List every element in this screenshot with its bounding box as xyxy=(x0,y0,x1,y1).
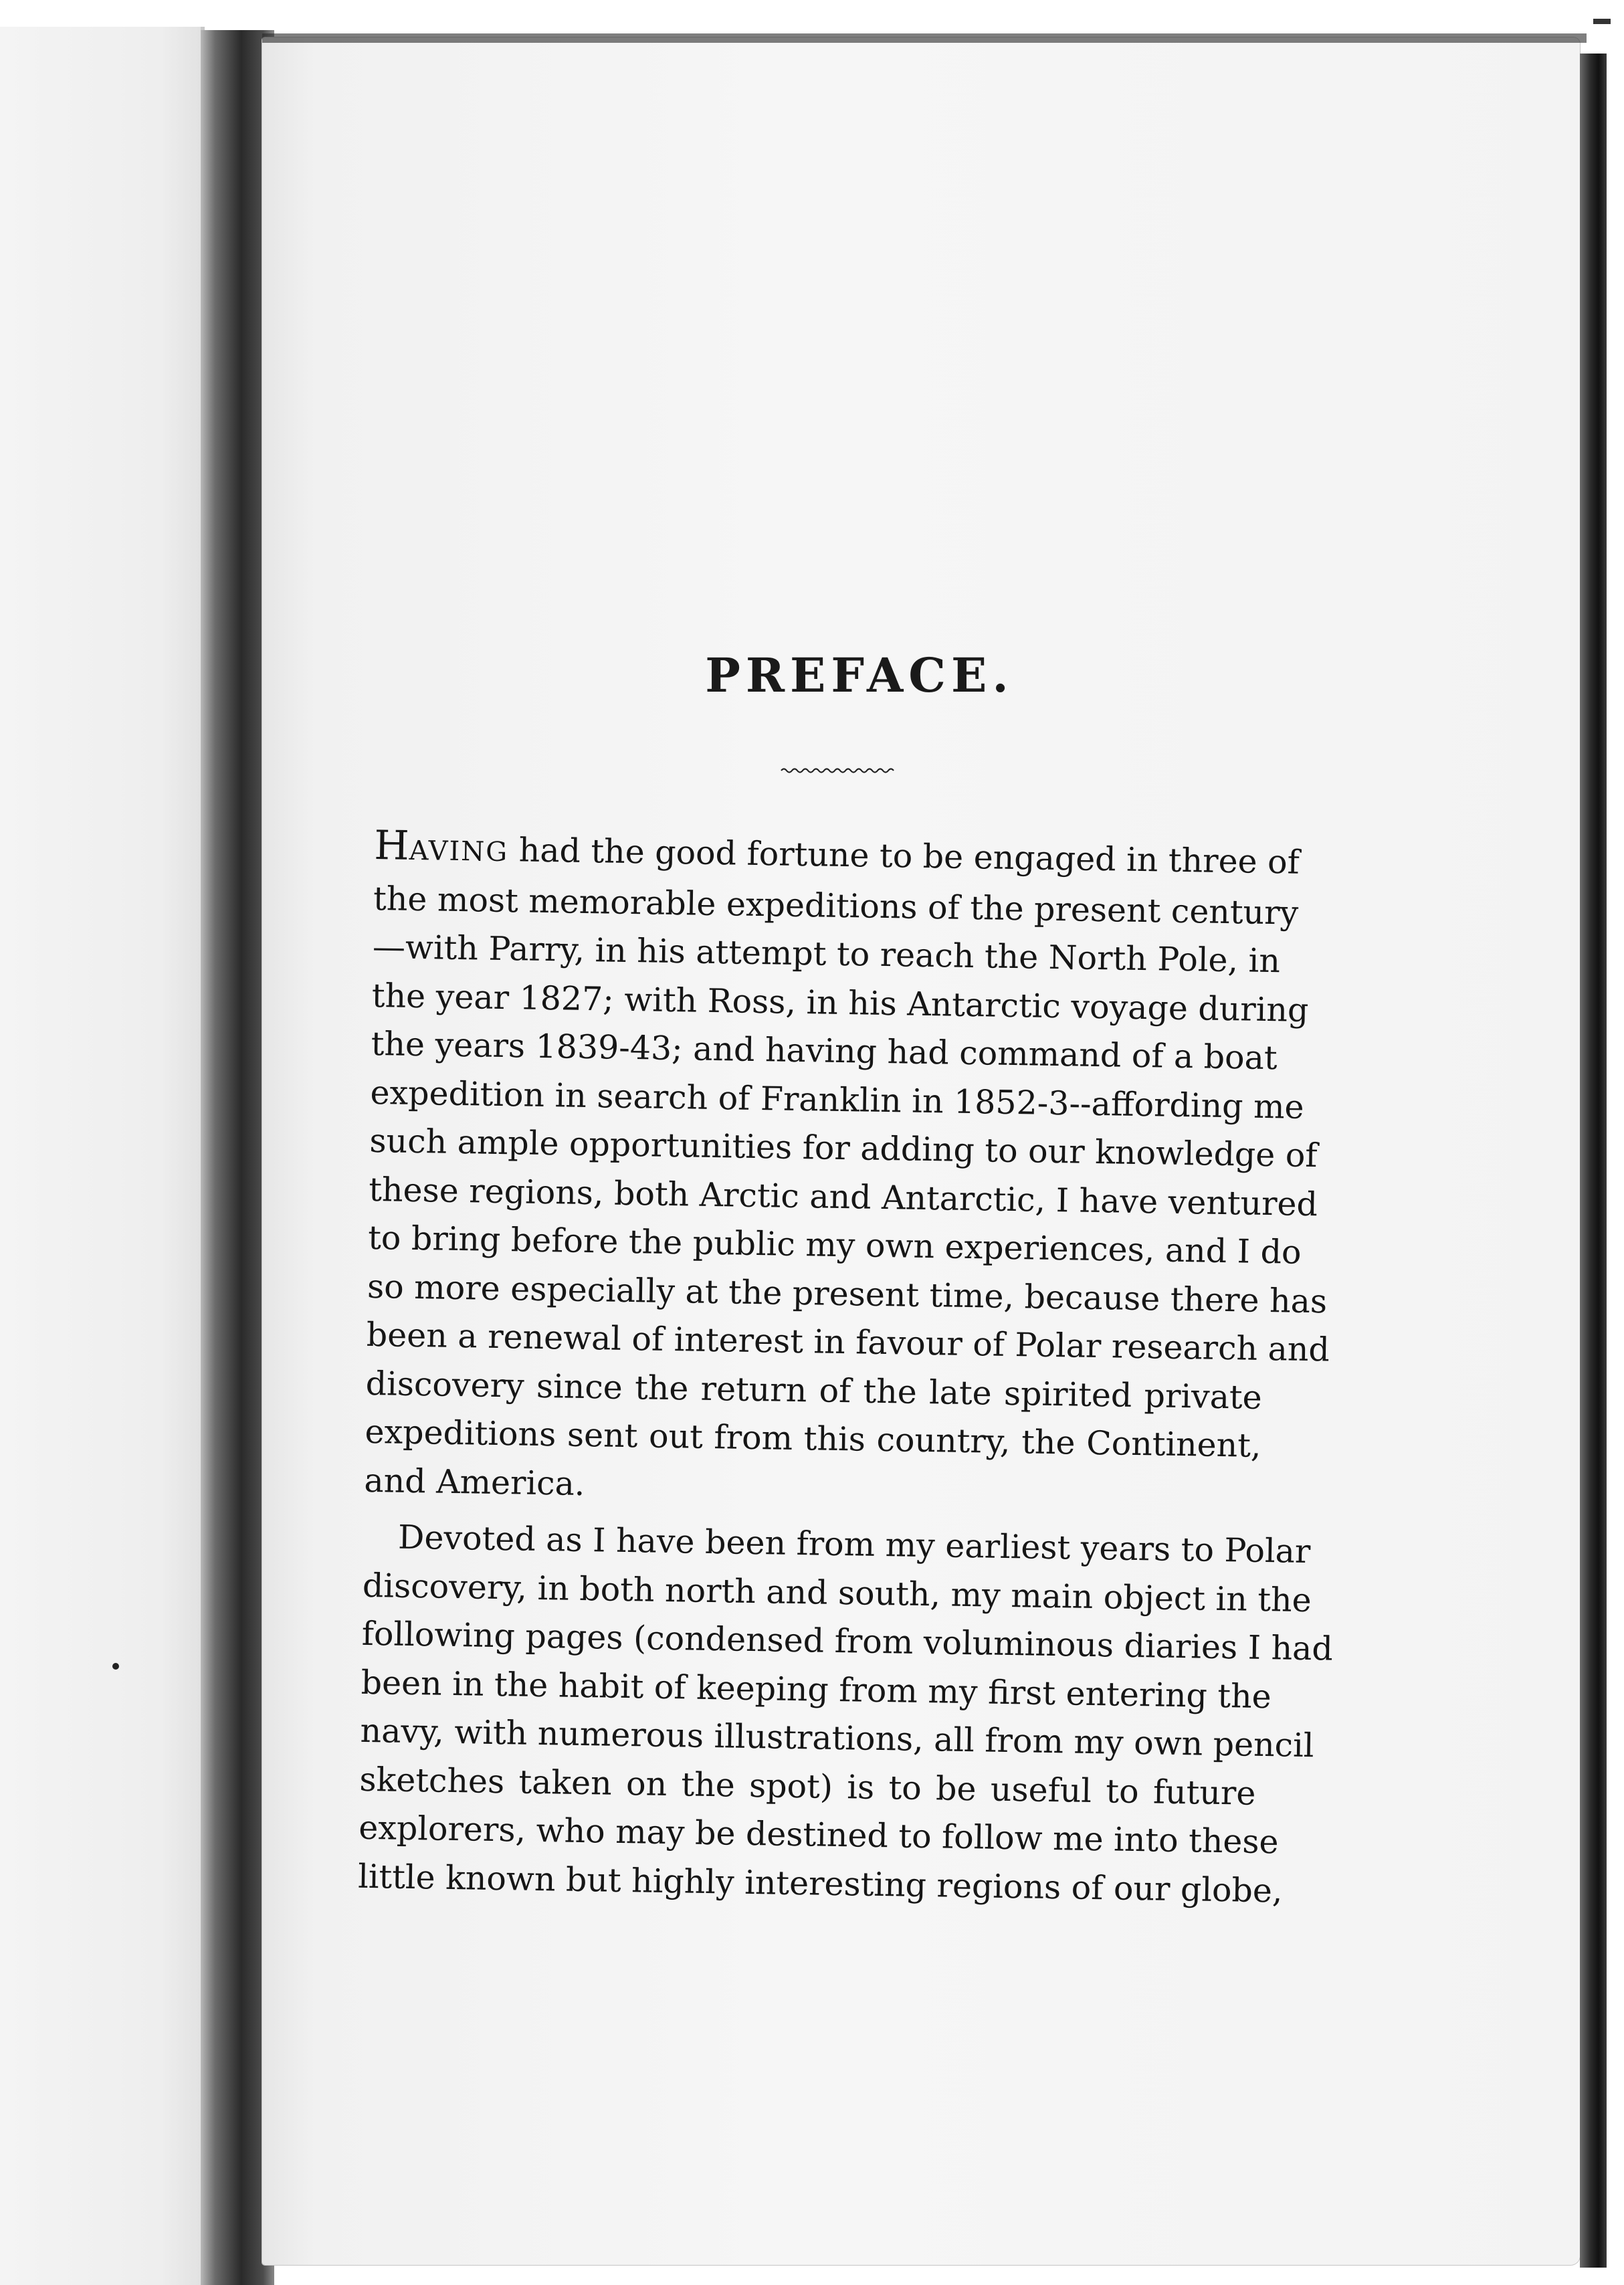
text-line: discovery, in both north and south, my main object in the xyxy=(362,1566,1312,1619)
page-edge-shadow xyxy=(1580,54,1607,2268)
ink-speck xyxy=(112,1663,119,1670)
paragraph-1 xyxy=(364,821,1330,1519)
text-line: these regions, both Arctic and Antarctic, I have ventured xyxy=(368,1170,1318,1223)
text-line: following pages (condensed from voluminous diaries I had xyxy=(361,1614,1334,1668)
text-line: the years 1839-43; and having had command of a boat xyxy=(371,1024,1278,1078)
text-line: explorers, who may be destined to follow me into these xyxy=(358,1808,1279,1862)
text-line: expeditions sent out from this country, the Continent, xyxy=(365,1412,1261,1465)
text-line: little known but highly interesting regions of our globe, xyxy=(357,1857,1283,1910)
scan-corner-mark xyxy=(1593,19,1611,24)
decorative-flourish xyxy=(780,764,896,777)
page-top-edge xyxy=(262,33,1587,43)
text-line: so more especially at the present time, because there has xyxy=(367,1267,1328,1320)
text-line: expedition in search of Franklin in 1852-3--affording me xyxy=(370,1073,1304,1126)
text-line: been a renewal of interest in favour of Polar research and xyxy=(366,1315,1330,1369)
text-line: to bring before the public my own experiences, and I do xyxy=(367,1218,1302,1272)
paragraph-2 xyxy=(357,1513,1334,1915)
page-title: PREFACE. xyxy=(705,648,1014,703)
text-line: the year 1827; with Ross, in his Antarctic voyage during xyxy=(371,976,1309,1029)
text-line-content: had the good fortune to be engaged in three of xyxy=(508,831,1300,882)
text-line: discovery since the return of the late spirited private xyxy=(365,1364,1263,1417)
text-line: navy, with numerous illustrations, all from my own pencil xyxy=(360,1711,1314,1765)
preface-body xyxy=(357,821,1334,1915)
small-caps-initial: H xyxy=(373,821,410,870)
text-line: Devoted as I have been from my earliest years to Polar xyxy=(397,1518,1311,1571)
text-line: been in the habit of keeping from my first entering the xyxy=(361,1663,1272,1716)
text-line: such ample opportunities for adding to our knowledge of xyxy=(369,1121,1318,1175)
text-line: —with Parry, in his attempt to reach the North Pole, in xyxy=(372,927,1281,981)
text-line: and America. xyxy=(364,1461,585,1503)
facing-page-left xyxy=(0,27,205,2285)
small-caps-word: AVING xyxy=(409,835,509,868)
text-line: sketches taken on the spot) is to be useful to future xyxy=(359,1760,1256,1813)
text-line: the most memorable expeditions of the present century xyxy=(373,879,1299,932)
